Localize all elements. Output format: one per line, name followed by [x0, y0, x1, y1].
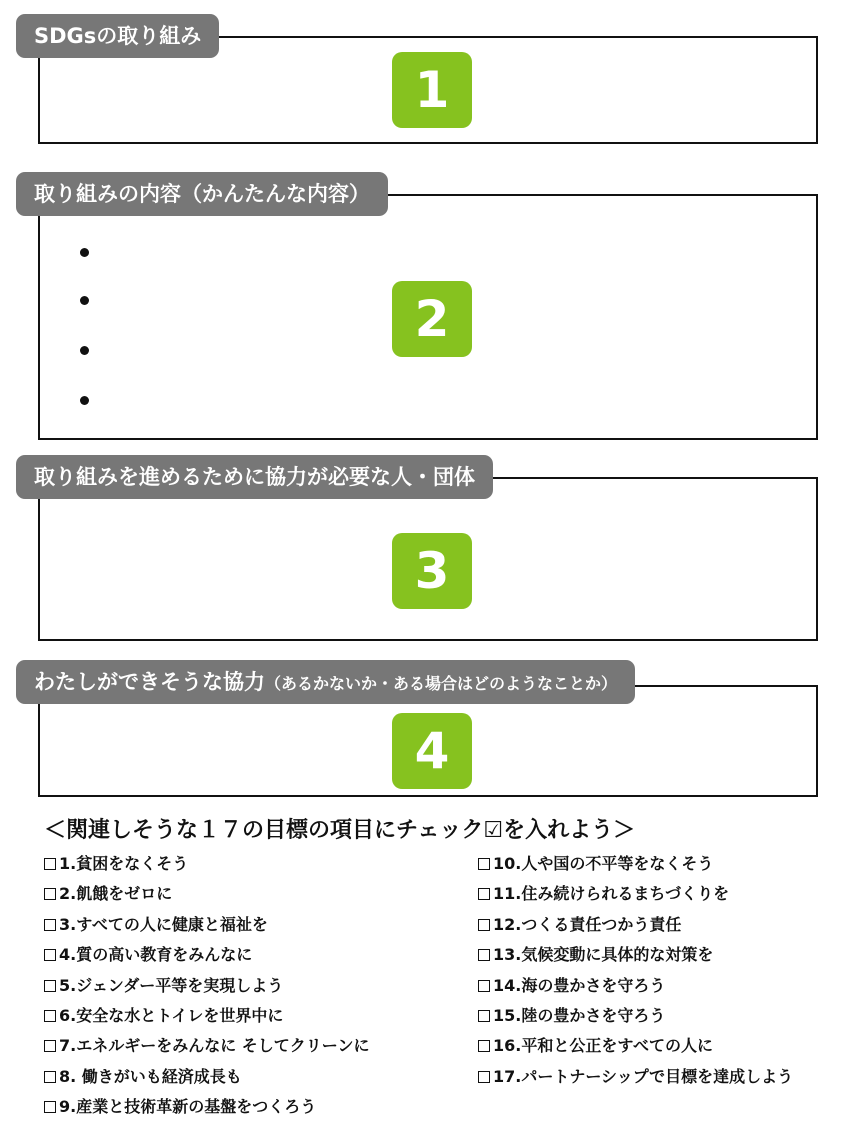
goal-checkbox[interactable] [478, 888, 490, 900]
goal-item [478, 882, 729, 906]
section-4-label-note: （あるかないか・ある場合はどのようなことか） [265, 674, 618, 693]
bullet-point [80, 346, 89, 355]
goal-label: 2.飢餓をゼロに [59, 884, 173, 904]
goal-label: 10.人や国の不平等をなくそう [493, 854, 714, 873]
goal-checkbox[interactable] [478, 858, 490, 870]
section-4-label [16, 660, 635, 704]
bullet-point [80, 296, 89, 305]
section-2-label: 取り組みの内容（かんたんな内容） [16, 172, 388, 216]
goal-checkbox[interactable] [478, 919, 490, 931]
goal-checkbox[interactable] [44, 1071, 56, 1083]
goal-label: 3.すべての人に健康と福祉を [59, 914, 268, 934]
goal-checkbox[interactable] [44, 980, 56, 992]
goal-checkbox[interactable] [44, 858, 56, 870]
goal-item [44, 852, 188, 876]
goal-label: 5.ジェンダー平等を実現しよう [59, 975, 284, 995]
goal-label: 17.パートナーシップで目標を達成しよう [493, 1066, 794, 1086]
section-1-label: SDGsの取り組み [16, 14, 219, 58]
goal-checkbox[interactable] [478, 949, 490, 961]
goal-item [44, 943, 252, 967]
bullet-point [80, 396, 89, 405]
goal-item [44, 974, 283, 998]
goal-label: 16.平和と公正をすべての人に [493, 1036, 714, 1056]
goal-label: 1.貧困をなくそう [59, 854, 189, 873]
section-2-number-badge: 2 [392, 281, 472, 357]
goal-label: 14.海の豊かさを守ろう [493, 975, 666, 995]
goal-checkbox[interactable] [44, 919, 56, 931]
goal-label: 12.つくる責任つかう責任 [493, 914, 682, 934]
goal-label: 6.安全な水とトイレを世界中に [59, 1006, 284, 1025]
goal-item [44, 1065, 242, 1089]
section-4-label-main: わたしができそうな協力 [34, 670, 265, 694]
goal-item [478, 943, 713, 967]
goal-item [478, 974, 665, 998]
goal-label: 8. 働きがいも経済成長も [59, 1066, 242, 1086]
goal-label: 15.陸の豊かさを守ろう [493, 1006, 666, 1025]
goal-item [478, 913, 681, 937]
goal-label: 7.エネルギーをみんなに そしてクリーンに [59, 1036, 370, 1056]
goal-checkbox[interactable] [44, 949, 56, 961]
goal-item [478, 852, 713, 876]
goal-item [44, 1004, 283, 1028]
goal-item [44, 882, 172, 906]
goal-label: 4.質の高い教育をみんなに [59, 945, 253, 965]
bullet-point [80, 248, 89, 257]
section-4-number-badge: 4 [392, 713, 472, 789]
goal-checkbox[interactable] [478, 1040, 490, 1052]
goal-item [44, 913, 268, 937]
goal-checkbox[interactable] [44, 1101, 56, 1113]
goal-item [478, 1004, 665, 1028]
goal-label: 13.気候変動に具体的な対策を [493, 945, 714, 965]
goals-title: ＜関連しそうな１７の目標の項目にチェック☑を入れよう＞ [44, 818, 636, 843]
goal-item [478, 1065, 793, 1089]
goal-item [44, 1034, 369, 1058]
goal-item [44, 1095, 316, 1119]
goal-checkbox[interactable] [478, 1071, 490, 1083]
goal-checkbox[interactable] [478, 980, 490, 992]
goal-checkbox[interactable] [44, 1010, 56, 1022]
goal-checkbox[interactable] [44, 888, 56, 900]
goal-checkbox[interactable] [478, 1010, 490, 1022]
section-1-number-badge: 1 [392, 52, 472, 128]
goal-label: 11.住み続けられるまちづくりを [493, 884, 730, 904]
section-3-number-badge: 3 [392, 533, 472, 609]
section-3-label: 取り組みを進めるために協力が必要な人・団体 [16, 455, 493, 499]
goal-checkbox[interactable] [44, 1040, 56, 1052]
goal-label: 9.産業と技術革新の基盤をつくろう [59, 1097, 317, 1117]
goal-item [478, 1034, 713, 1058]
